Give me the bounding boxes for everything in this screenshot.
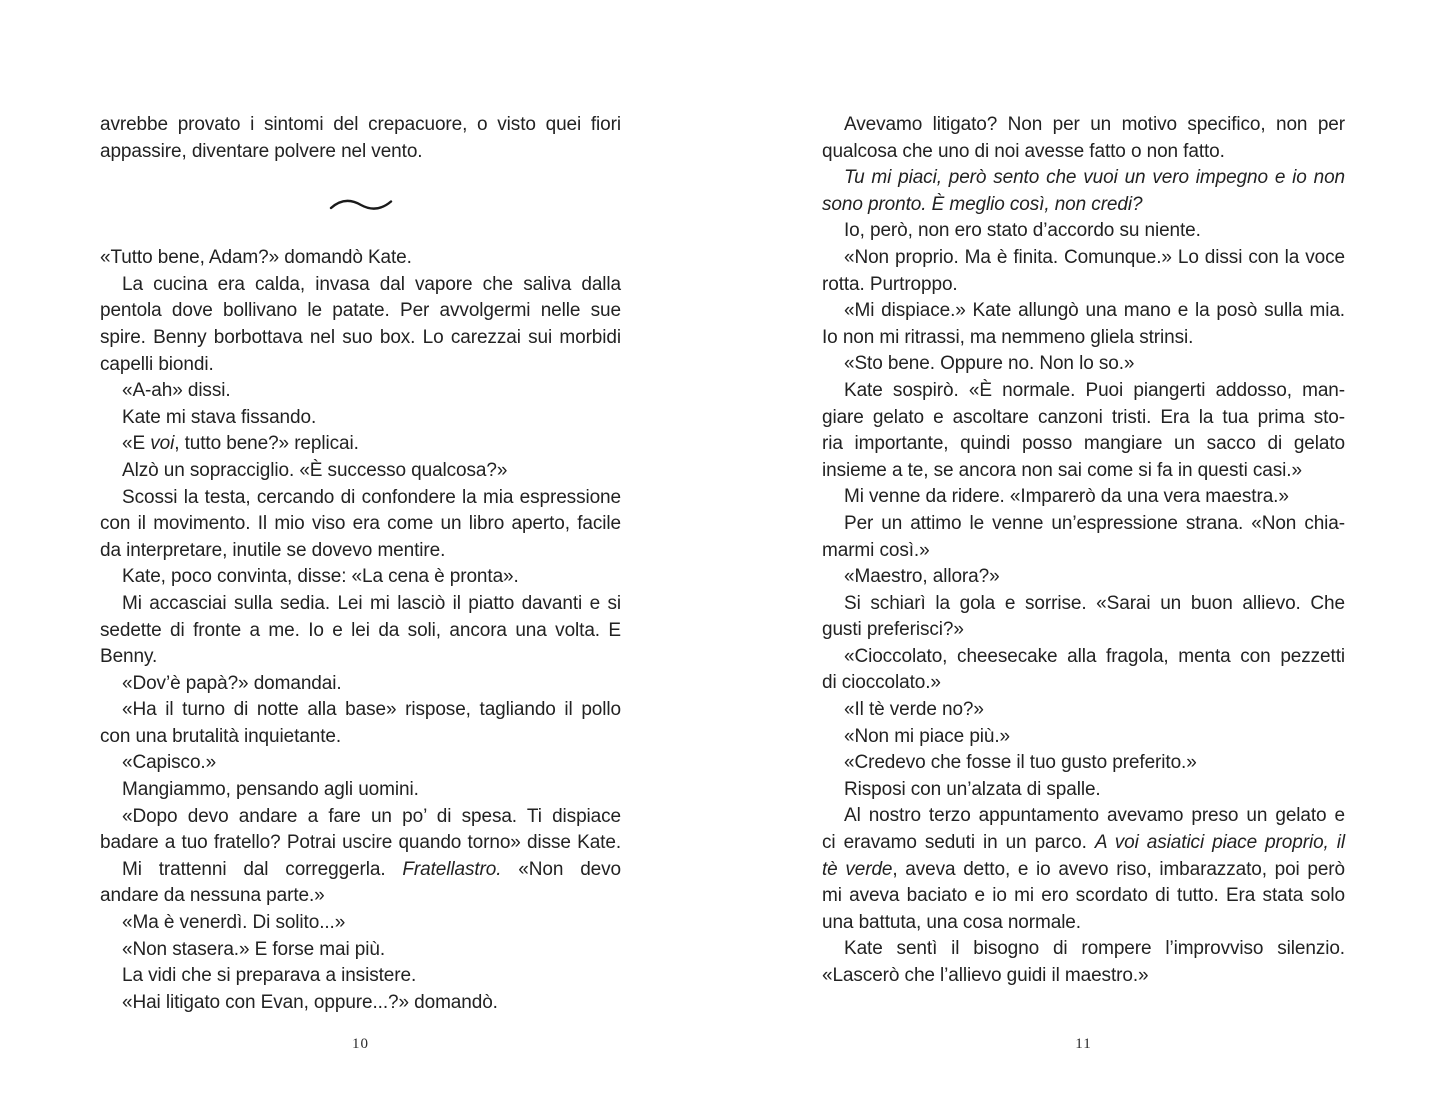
text-line: badare a tuo fratello? Potrai uscire quando torno» disse Kate. [100, 832, 621, 854]
text-line: Tu mi piaci, però sento che vuoi un vero impegno e io non [844, 167, 1345, 189]
text-line: «Ma è venerdì. Di solito...» [122, 912, 346, 934]
text-line: «Mi dispiace.» Kate allungò una mano e la posò sulla mia. [844, 300, 1345, 322]
text-line: Si schiarì la gola e sorrise. «Sarai un buon allievo. Che [844, 592, 1345, 614]
text-line: La vidi che si preparava a insistere. [122, 965, 417, 987]
text-line: «Ha il turno di notte alla base» rispose, tagliando il pollo [122, 699, 621, 721]
text-line: «Cioccolato, cheesecake alla fragola, menta con pezzetti [844, 645, 1345, 667]
text-line: gusti preferisci?» [822, 619, 964, 641]
text-line: con una brutalità inquietante. [100, 725, 342, 747]
text-line: «E voi, tutto bene?» replicai. [122, 433, 359, 455]
text-line: una battuta, una cosa normale. [822, 911, 1081, 933]
text-line: Mangiammo, pensando agli uomini. [122, 779, 419, 801]
text-line: ci eravamo seduti in un parco. A voi asiatici piace proprio, il [822, 832, 1346, 854]
right-page [822, 0, 1345, 1109]
text-line: Per un attimo le venne un’espressione strana. «Non chia- [844, 512, 1345, 534]
text-line: Al nostro terzo appuntamento avevamo preso un gelato e [844, 805, 1345, 827]
text-line: Kate sospirò. «È normale. Puoi piangerti addosso, man- [844, 379, 1345, 401]
page-number-right: 11 [1075, 1036, 1092, 1052]
text-line: avrebbe provato i sintomi del crepacuore, o visto quei fiori [100, 114, 621, 135]
text-line: ria importante, quindi posso mangiare un sacco di gelato [822, 433, 1345, 455]
text-line: Mi venne da ridere. «Imparerò da una vera maestra.» [844, 486, 1289, 508]
text-line: andare da nessuna parte.» [100, 885, 325, 907]
text-line: di cioccolato.» [822, 672, 941, 694]
text-line: «Non mi piace più.» [844, 725, 1011, 747]
text-line: spire. Benny borbottava nel suo box. Lo carezzai sui morbidi [100, 326, 621, 348]
text-line: «Sto bene. Oppure no. Non lo so.» [844, 353, 1135, 375]
left-page [100, 0, 621, 1109]
text-line: «Credevo che fosse il tuo gusto preferito.» [844, 752, 1197, 774]
text-line: Risposi con un’alzata di spalle. [844, 778, 1101, 800]
text-line: marmi così.» [822, 539, 930, 561]
text-line: «Dopo devo andare a fare un po’ di spesa. Ti dispiace [122, 805, 621, 827]
text-line: Mi accasciai sulla sedia. Lei mi lasciò il piatto davanti e si [122, 592, 621, 614]
right-page-text [822, 112, 1345, 990]
text-line: «Maestro, allora?» [844, 566, 1000, 588]
text-line: sono pronto. È meglio così, non credi? [822, 193, 1143, 215]
text-line: «Hai litigato con Evan, oppure...?» domandò. [122, 991, 498, 1013]
scene-break-tilde-swash-icon [100, 165, 621, 245]
text-line: «Lascerò che l’allievo guidi il maestro.» [822, 965, 1149, 986]
text-line: mi aveva baciato e io mi ero scordato di tutto. Era stata solo [822, 885, 1345, 907]
text-line: insieme a te, se ancora non sai come si fa in questi casi.» [822, 459, 1302, 481]
text-line: Mi trattenni dal correggerla. Fratellastro. «Non devo [122, 858, 621, 880]
text-line: «Il tè verde no?» [844, 699, 984, 721]
text-line: Io, però, non ero stato d’accordo su niente. [844, 220, 1201, 242]
text-line: «Tutto bene, Adam?» domandò Kate. [100, 247, 412, 269]
text-line: Kate, poco convinta, disse: «La cena è pronta». [122, 566, 519, 588]
text-line: Scossi la testa, cercando di confondere la mia espressione [122, 486, 621, 508]
text-line: Kate sentì il bisogno di rompere l’improvviso silenzio. [844, 938, 1345, 960]
text-line: Alzò un sopracciglio. «È successo qualcosa?» [122, 459, 508, 481]
text-line: Kate mi stava fissando. [122, 406, 317, 428]
text-line: giare gelato e ascoltare canzoni tristi. Era la tua prima sto- [822, 406, 1345, 428]
text-line: La cucina era calda, invasa dal vapore che saliva dalla [122, 273, 621, 295]
text-line: capelli biondi. [100, 353, 214, 375]
text-line: «Capisco.» [122, 752, 217, 774]
text-line: Avevamo litigato? Non per un motivo specifico, non per [844, 114, 1345, 135]
text-line: tè verde, aveva detto, e io avevo riso, imbarazzato, poi però [822, 858, 1345, 880]
text-line: «Non proprio. Ma è finita. Comunque.» Lo dissi con la voce [844, 246, 1345, 268]
page-number-left: 10 [352, 1036, 369, 1052]
text-line: pentola dove bollivano le patate. Per avvolgermi nelle sue [100, 300, 621, 322]
text-line: appassire, diventare polvere nel vento. [100, 140, 423, 162]
text-line: da interpretare, inutile se dovevo mentire. [100, 539, 446, 561]
left-page-text [100, 112, 621, 1016]
text-line: «A-ah» dissi. [122, 380, 231, 402]
text-line: rotta. Purtroppo. [822, 273, 958, 295]
text-line: sedette di fronte a me. Io e lei da soli, ancora una volta. E Benny. [100, 619, 621, 668]
text-line: qualcosa che uno di noi avesse fatto o non fatto. [822, 140, 1225, 162]
text-line: «Dov’è papà?» domandai. [122, 672, 342, 694]
text-line: «Non stasera.» E forse mai più. [122, 938, 386, 960]
text-line: con il movimento. Il mio viso era come un libro aperto, facile [100, 513, 621, 535]
text-line: Io non mi ritrassi, ma nemmeno gliela strinsi. [822, 326, 1194, 348]
